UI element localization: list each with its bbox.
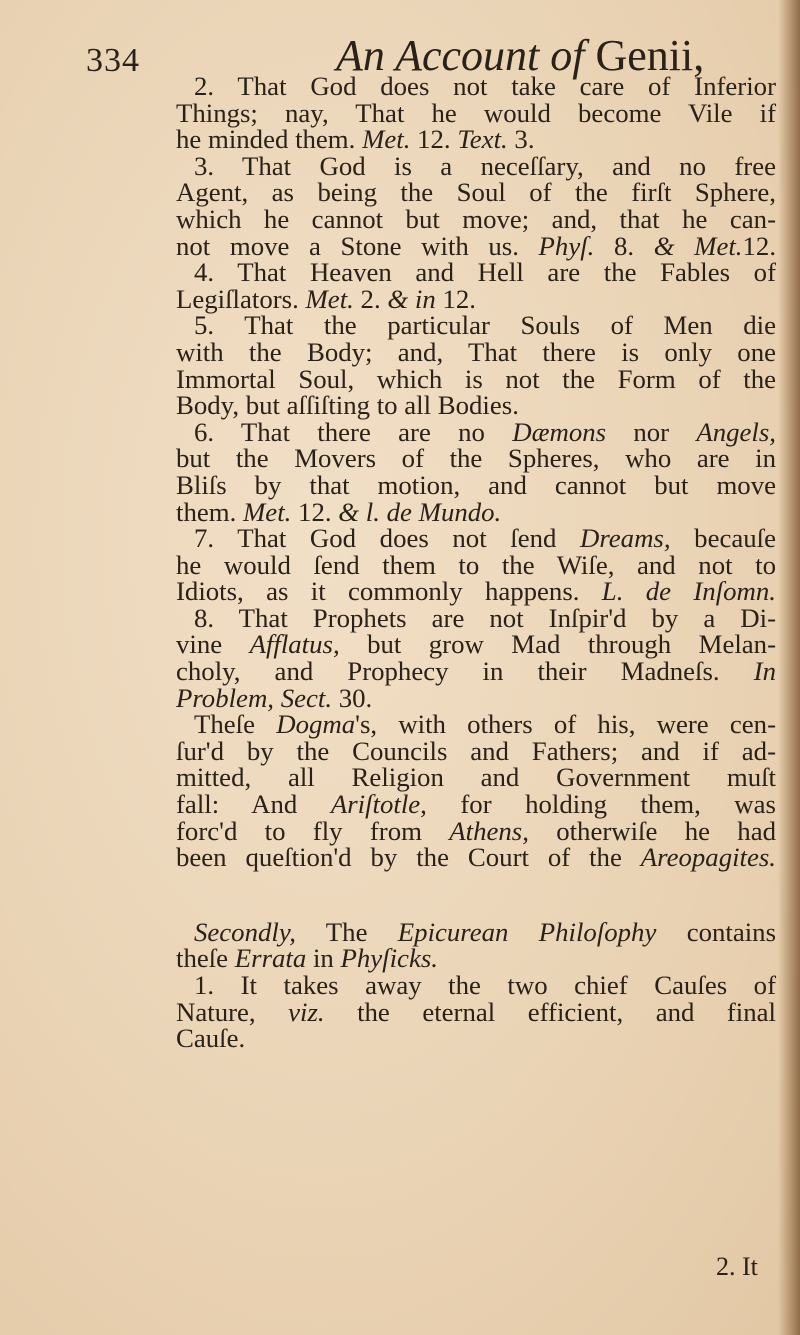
- italic-text: & in: [387, 283, 436, 314]
- text-line: [176, 549, 776, 580]
- text-line: [176, 445, 776, 472]
- roman-text: ſur'd by the Councils and Fathers; and if ad-: [176, 735, 776, 766]
- italic-text: Dæmons: [512, 416, 607, 447]
- italic-text: viz.: [288, 996, 325, 1027]
- roman-text: theſe: [176, 943, 235, 974]
- text-line: [176, 844, 776, 871]
- italic-text: Secondly,: [194, 916, 296, 947]
- roman-text: them.: [176, 496, 243, 527]
- roman-text: 12.: [291, 496, 339, 527]
- paragraph: [176, 310, 776, 421]
- italic-text: Epicurean Philoſophy: [397, 916, 657, 947]
- running-title-roman: Genii,: [595, 31, 705, 80]
- paragraph: [176, 416, 777, 527]
- text-line: [176, 525, 776, 552]
- roman-text: 4. That Heaven and Hell are the Fables of: [194, 257, 776, 288]
- roman-text: 's, with others of his, were cen-: [355, 709, 777, 740]
- italic-text: In: [753, 656, 776, 687]
- roman-text: fall: And: [176, 789, 331, 820]
- italic-text: Text.: [457, 124, 508, 155]
- text-line: [176, 578, 776, 605]
- text-line: [176, 283, 776, 314]
- roman-text: but the Movers of the Spheres, who are in: [176, 443, 776, 474]
- roman-text: 12.: [435, 283, 476, 314]
- italic-text: Dreams,: [580, 523, 671, 554]
- text-line: [176, 764, 776, 791]
- roman-text: the eternal efficient, and final: [324, 996, 776, 1027]
- italic-text: Dogma: [276, 709, 356, 740]
- roman-text: but grow Mad through Melan-: [339, 629, 776, 660]
- roman-text: Cauſe.: [176, 1023, 246, 1054]
- text-line: [176, 631, 776, 658]
- paragraph: [176, 150, 777, 261]
- roman-text: Body, but aſſiſting to all Bodies.: [176, 390, 519, 421]
- roman-text: Theſe: [194, 709, 277, 740]
- roman-text: forc'd to fly from: [176, 815, 450, 846]
- italic-text: Athens,: [449, 815, 529, 846]
- roman-text: vine: [176, 629, 250, 660]
- text-line: [176, 203, 776, 234]
- roman-text: The: [295, 916, 398, 947]
- text-line: [176, 791, 776, 818]
- italic-text: L. de Inſomn.: [601, 576, 776, 607]
- roman-text: contains: [656, 916, 776, 947]
- text-line: [176, 682, 776, 713]
- page-edge-shadow: [778, 0, 800, 1335]
- text-line: [176, 126, 776, 153]
- italic-text: Problem, Sect.: [176, 682, 333, 713]
- roman-text: Things; nay, That he would become Vile if: [176, 97, 776, 128]
- roman-text: 8.: [594, 230, 654, 261]
- roman-text: 6. That there are no: [194, 416, 513, 447]
- roman-text: Bliſs by that motion, and cannot but move: [176, 469, 776, 500]
- text-line: [176, 945, 776, 972]
- roman-text: Immortal Soul, which is not the Form of the: [176, 363, 776, 394]
- text-line: [176, 416, 777, 447]
- text-line: [176, 735, 776, 766]
- text-line: [176, 179, 776, 206]
- roman-text: 8. That Prophets are not Inſpir'd by a Di-: [194, 602, 776, 633]
- text-line: [176, 230, 777, 261]
- italic-text: & l. de Mundo.: [338, 496, 502, 527]
- roman-text: which he cannot but move; and, that he can-: [176, 203, 776, 234]
- roman-text: Agent, as being the Soul of the firſt Sphere,: [176, 177, 776, 208]
- roman-text: Nature,: [176, 996, 289, 1027]
- italic-text: Afflatus,: [249, 629, 340, 660]
- paragraph: [176, 602, 776, 713]
- paragraph: [176, 711, 776, 871]
- roman-text: choly, and Prophecy in their Madneſs.: [176, 656, 754, 687]
- italic-text: Angels,: [696, 416, 777, 447]
- section-gap: [176, 871, 776, 919]
- roman-text: with the Body; and, That there is only one: [176, 336, 776, 367]
- text-line: [176, 1025, 776, 1052]
- paragraph: [176, 73, 776, 153]
- text-line: [176, 602, 776, 633]
- roman-text: in: [306, 943, 341, 974]
- text-line: [176, 336, 776, 367]
- text-line: [176, 972, 776, 999]
- roman-text: nor: [606, 416, 697, 447]
- body-text: [176, 73, 776, 1052]
- roman-text: 5. That the particular Souls of Men die: [194, 310, 776, 341]
- roman-text: 3. That God is a neceſſary, and no free: [194, 150, 776, 181]
- text-line: [176, 469, 776, 500]
- roman-text: Legiſlators.: [176, 283, 306, 314]
- text-line: [176, 150, 776, 181]
- paragraph: [176, 972, 776, 1052]
- roman-text: 2. That God does not take care of Inferior: [194, 71, 776, 101]
- text-line: [176, 658, 776, 685]
- roman-text: he minded them.: [176, 124, 363, 155]
- page-number: 334: [86, 42, 140, 79]
- italic-text: Errata: [234, 943, 307, 974]
- roman-text: been queſtion'd by the Court of the: [176, 842, 641, 873]
- catchword: 2. It: [716, 1252, 758, 1281]
- text-line: [176, 711, 776, 738]
- text-line: [176, 996, 776, 1027]
- roman-text: he would ſend them to the Wiſe, and not to: [176, 549, 776, 580]
- running-title-italic: An Account of: [336, 31, 585, 80]
- roman-text: for holding them, was: [426, 789, 776, 820]
- text-line: [176, 916, 776, 947]
- italic-text: & Met.: [653, 230, 743, 261]
- text-line: [176, 97, 776, 128]
- italic-text: Ariſtotle,: [330, 789, 427, 820]
- italic-text: Phyſ.: [538, 230, 595, 261]
- italic-text: Met.: [305, 283, 354, 314]
- paragraph: [176, 916, 776, 974]
- paragraph: [176, 259, 776, 312]
- paragraph: [176, 525, 776, 605]
- text-line: [176, 312, 776, 339]
- roman-text: otherwiſe he had: [528, 815, 776, 846]
- italic-text: Areopagites.: [640, 842, 776, 873]
- roman-text: 2.: [353, 283, 388, 314]
- text-line: [176, 259, 776, 286]
- italic-text: Met.: [242, 496, 292, 527]
- italic-text: Met.: [362, 124, 411, 155]
- roman-text: 12.: [410, 124, 458, 155]
- text-line: [176, 815, 776, 846]
- roman-text: 12.: [742, 230, 777, 261]
- roman-text: 3.: [507, 124, 535, 155]
- italic-text: Phyſicks.: [340, 943, 438, 974]
- roman-text: Idiots, as it commonly happens.: [176, 576, 602, 607]
- roman-text: becauſe: [670, 523, 776, 554]
- roman-text: not move a Stone with us.: [176, 230, 539, 261]
- text-line: [176, 73, 776, 100]
- roman-text: 1. It takes away the two chief Cauſes of: [194, 970, 776, 1000]
- text-line: [176, 363, 776, 394]
- roman-text: 30.: [332, 682, 373, 713]
- roman-text: mitted, all Religion and Government muſt: [176, 762, 776, 793]
- text-line: [176, 392, 776, 419]
- roman-text: 7. That God does not ſend: [194, 523, 580, 554]
- text-line: [176, 496, 776, 527]
